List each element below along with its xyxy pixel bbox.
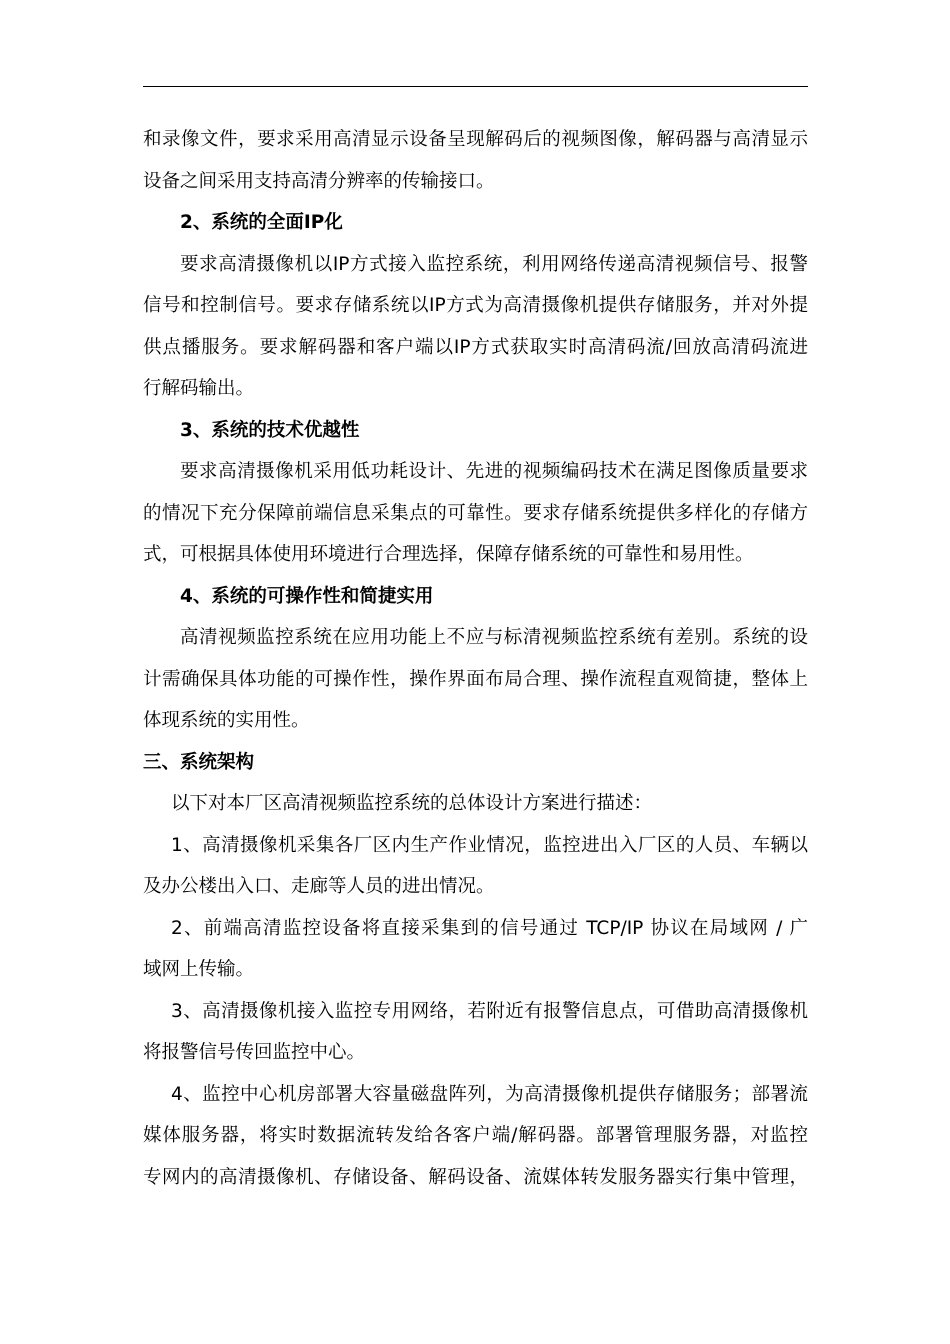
section-heading: 三、系统架构 [143,751,255,773]
text-line: 专网内的高清摄像机、存储设备、解码设备、流媒体转发服务器实行集中管理， [143,1166,808,1188]
section-heading: 3、系统的技术优越性 [180,419,360,441]
text-line: 域网上传输。 [143,959,255,980]
text-line: 媒体服务器，将实时数据流转发给各客户端/解码器。部署管理服务器，对监控 [143,1125,808,1146]
text-line: 要求高清摄像机采用低功耗设计、先进的视频编码技术在满足图像质量要求 [180,461,808,482]
document-body [143,119,808,1198]
text-line: 高清视频监控系统在应用功能上不应与标清视频监控系统有差别。系统的设 [180,627,808,648]
text-line: 3、高清摄像机接入监控专用网络，若附近有报警信息点，可借助高清摄像机 [171,1000,808,1022]
text-line: 以下对本厂区高清视频监控系统的总体设计方案进行描述： [171,793,653,814]
text-line: 信号和控制信号。要求存储系统以IP方式为高清摄像机提供存储服务，并对外提 [143,295,808,316]
text-line: 的情况下充分保障前端信息采集点的可靠性。要求存储系统提供多样化的存储方 [143,502,808,524]
text-line: 及办公楼出入口、走廊等人员的进出情况。 [143,876,495,897]
text-line: 将报警信号传回监控中心。 [143,1042,366,1063]
text-line: 体现系统的实用性。 [143,710,310,731]
text-line: 1、高清摄像机采集各厂区内生产作业情况，监控进出入厂区的人员、车辆以 [171,834,808,856]
text-line: 计需确保具体功能的可操作性，操作界面布局合理、操作流程直观简捷，整体上 [143,668,808,690]
section-heading: 2、系统的全面IP化 [180,212,343,233]
text-line: 设备之间采用支持高清分辨率的传输接口。 [143,170,495,192]
text-line: 行解码输出。 [143,378,255,399]
text-line: 和录像文件，要求采用高清显示设备呈现解码后的视频图像，解码器与高清显示 [143,129,808,150]
text-line: 2、前端高清监控设备将直接采集到的信号通过 TCP/IP 协议在局域网 / 广 [171,917,808,939]
text-line: 要求高清摄像机以IP方式接入监控系统，利用网络传递高清视频信号、报警 [180,253,808,275]
text-line: 供点播服务。要求解码器和客户端以IP方式获取实时高清码流/回放高清码流进 [143,336,808,358]
section-heading: 4、系统的可操作性和简捷实用 [180,585,434,607]
text-line: 式，可根据具体使用环境进行合理选择，保障存储系统的可靠性和易用性。 [143,544,754,565]
text-line: 4、监控中心机房部署大容量磁盘阵列，为高清摄像机提供存储服务；部署流 [171,1083,808,1105]
header-rule [143,86,808,87]
